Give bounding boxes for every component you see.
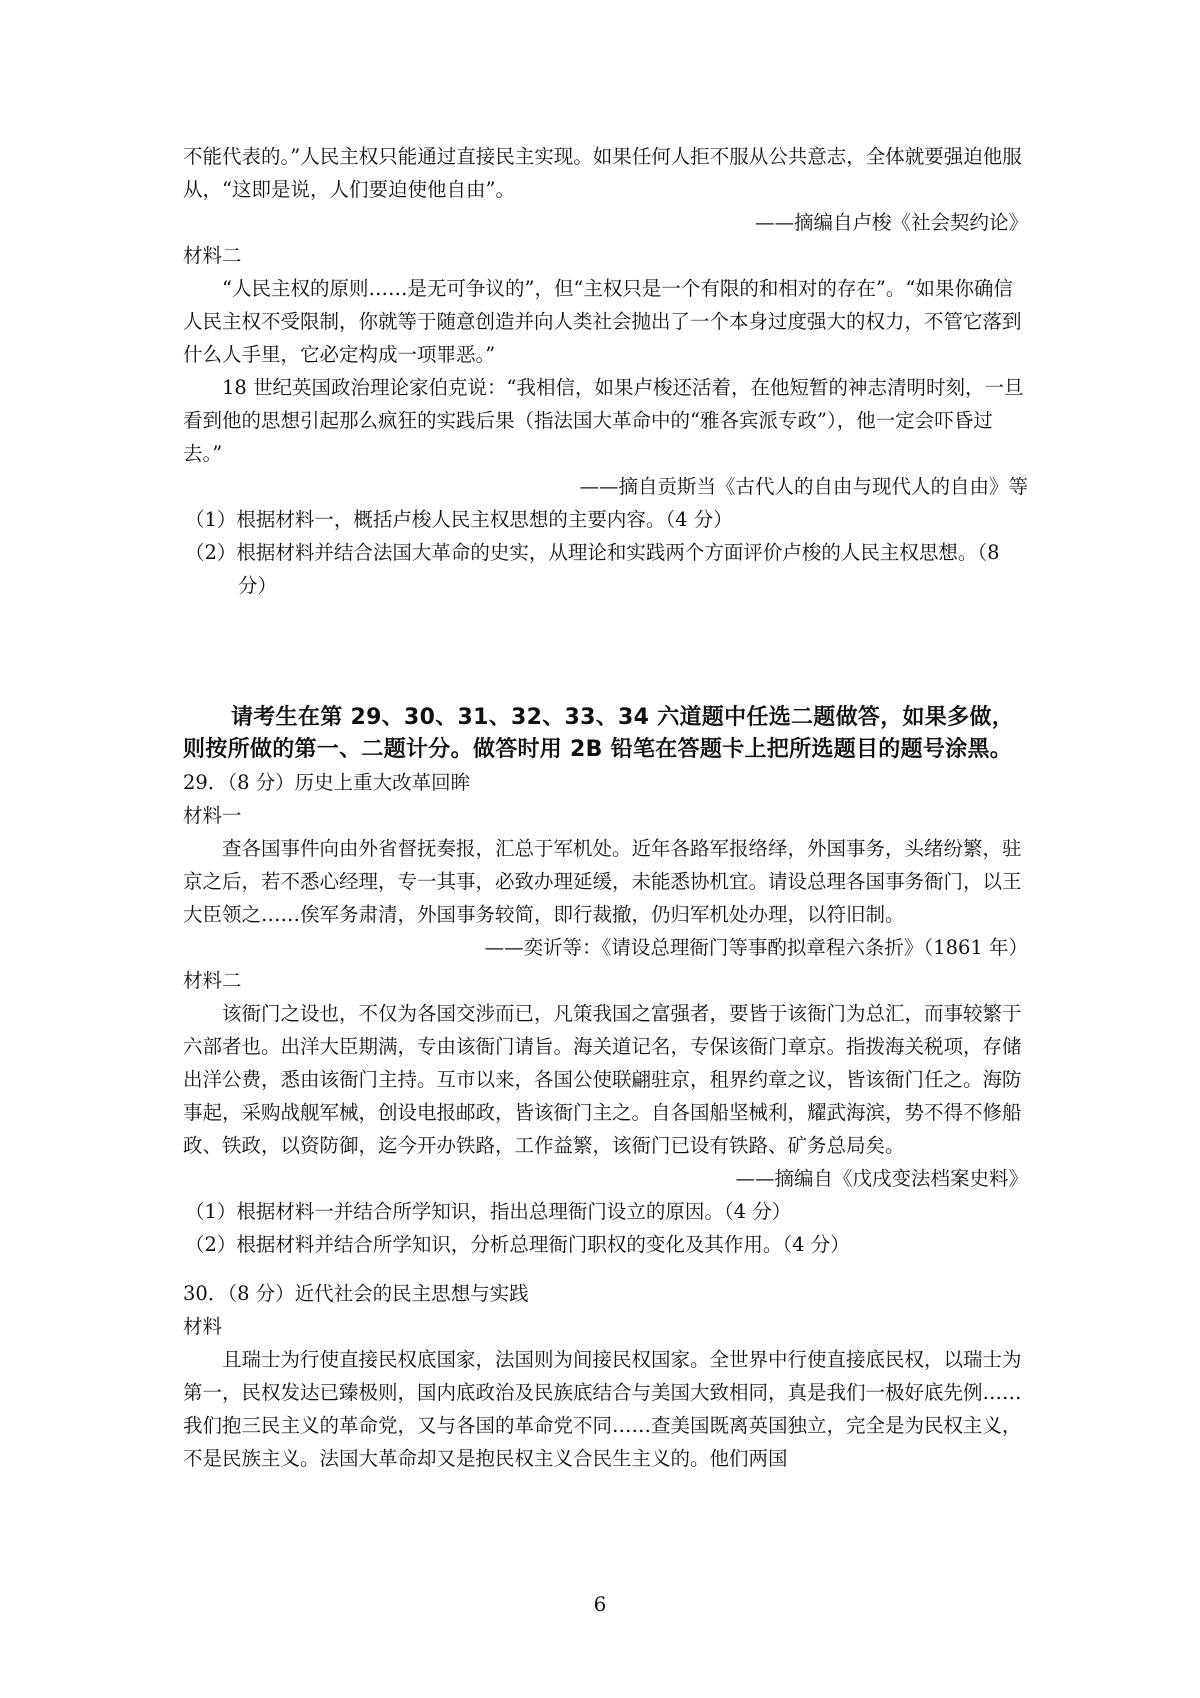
section-gap xyxy=(183,1261,1028,1277)
material-label: 材料 xyxy=(183,1315,223,1338)
source-citation: ——摘自贡斯当《古代人的自由与现代人的自由》等 xyxy=(579,475,1028,498)
page-content xyxy=(183,140,1028,1475)
notice-text: 请考生在第 29、30、31、32、33、34 六道题中任选二题做答，如果多做，则按所做的第一、二题计分。做答时用 2B 铅笔在答题卡上把所选题目的题号涂黑。 xyxy=(183,705,1015,762)
source-citation: ——摘编自卢梭《社会契约论》 xyxy=(754,211,1028,234)
source-citation: ——奕䜣等：《请设总理衙门等事酌拟章程六条折》（1861 年） xyxy=(484,936,1028,959)
material-paragraph: 且瑞士为行使直接民权底国家，法国则为间接民权国家。全世界中行使直接底民权，以瑞士为第一，民权发达已臻极则，国内底政治及民族底结合与美国大致相同，真是我们一极好底先例……我们抱三民主义的革命党，又与各国的革命党不同……查美国既离英国独立，完全是为民权主义，不是民族主义。法国大革命却又是抱民权主义合民生主义的。他们两国 xyxy=(183,1348,1022,1470)
source-citation: ——摘编自《戊戌变法档案史料》 xyxy=(735,1167,1028,1190)
instruction-notice xyxy=(183,702,1028,766)
section-gap xyxy=(183,602,1028,702)
question-item: （1）根据材料一并结合所学知识，指出总理衙门设立的原因。（4 分） xyxy=(185,1200,792,1223)
page-number: 6 xyxy=(593,1592,607,1616)
question-item: （1）根据材料一，概括卢梭人民主权思想的主要内容。（4 分） xyxy=(185,508,733,531)
material-label: 材料二 xyxy=(183,244,242,267)
question-heading: 29．（8 分）历史上重大改革回眸 xyxy=(183,771,471,794)
question-heading: 30．（8 分）近代社会的民主思想与实践 xyxy=(183,1282,529,1305)
material-paragraph: 18 世纪英国政治理论家伯克说：“我相信，如果卢梭还活着，在他短暂的神志清明时刻，一旦看到他的思想引起那么疯狂的实践后果（指法国大革命中的“雅各宾派专政”），他一定会吓昏过去。” xyxy=(183,376,1024,465)
material-label: 材料一 xyxy=(183,804,242,827)
question-item: （2）根据材料并结合法国大革命的史实，从理论和实践两个方面评价卢梭的人民主权思想。（8 分） xyxy=(185,541,1000,597)
material-paragraph: “人民主权的原则……是无可争议的”，但“主权只是一个有限的和相对的存在”。“如果你确信人民主权不受限制，你就等于随意创造并向人类社会抛出了一个本身过度强大的权力，不管它落到什么人手里，它必定构成一项罪恶。” xyxy=(183,277,1022,366)
material-paragraph: 查各国事件向由外省督抚奏报，汇总于军机处。近年各路军报络绎，外国事务，头绪纷繁，驻京之后，若不悉心经理，专一其事，必致办理延缓，未能悉协机宜。请设总理各国事务衙门，以王大臣领之……俟军务肃清，外国事务较简，即行裁撤，仍归军机处办理，以符旧制。 xyxy=(183,837,1022,926)
material-label: 材料二 xyxy=(183,969,242,992)
continuation-paragraph: 不能代表的。”人民主权只能通过直接民主实现。如果任何人拒不服从公共意志，全体就要强迫他服从，“这即是说，人们要迫使他自由”。 xyxy=(183,145,1022,201)
question-item: （2）根据材料并结合所学知识，分析总理衙门职权的变化及其作用。（4 分） xyxy=(185,1233,850,1256)
material-paragraph: 该衙门之设也，不仅为各国交涉而已，凡策我国之富强者，要皆于该衙门为总汇，而事较繁于六部者也。出洋大臣期满，专由该衙门请旨。海关道记名，专保该衙门章京。指拨海关税项，存储出洋公费，悉由该衙门主持。互市以来，各国公使联翩驻京，租界约章之议，皆该衙门任之。海防事起，采购战舰军械，创设电报邮政，皆该衙门主之。自各国船坚械利，耀武海滨，势不得不修船政、铁政，以资防御，迄今开办铁路，工作益繁，该衙门已设有铁路、矿务总局矣。 xyxy=(183,1002,1022,1157)
